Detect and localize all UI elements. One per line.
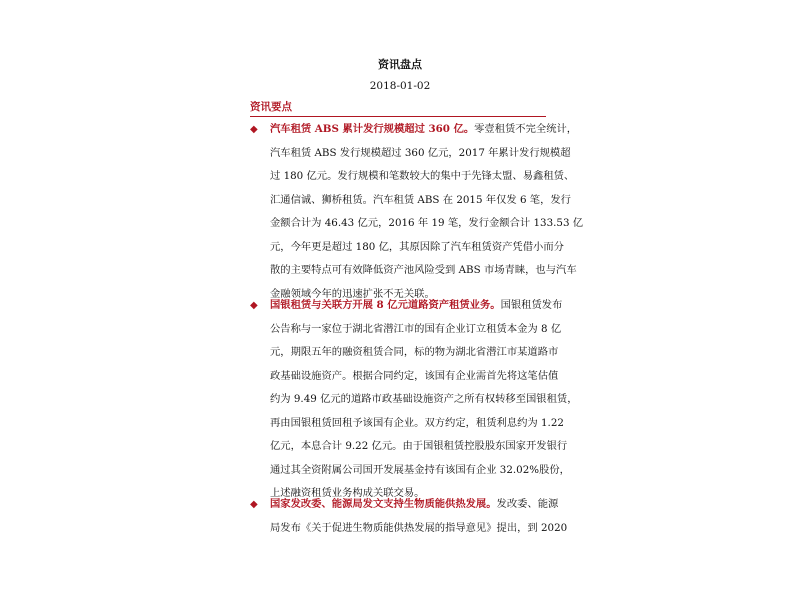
news-item-body	[270, 493, 568, 540]
news-item-text-line: 上述融资租赁业务构成关联交易。	[270, 487, 425, 499]
news-item-text-line: 过 180 亿元。发行规模和笔数较大的集中于先锋太盟、易鑫租赁、	[270, 170, 575, 182]
diamond-bullet-icon: ◆	[250, 499, 258, 510]
news-item-text-line: 汇通信诚、狮桥租赁。汽车租赁 ABS 在 2015 年仅发 6 笔，发行	[270, 193, 571, 206]
news-item-text-line: 通过其全资附属公司国开发展基金持有该国有企业 32.02%股份，	[270, 463, 570, 476]
news-item-body	[270, 294, 578, 506]
news-item-text-line: 金额合计为 46.43 亿元，2016 年 19 笔，发行金额合计 133.53 亿	[270, 217, 584, 229]
news-item-text-line: 元，期限五年的融资租赁合同，标的物为湖北省潜江市某道路市	[270, 346, 559, 358]
news-item-lead-text: 国银租赁发布	[500, 299, 563, 311]
news-item-headline: 国家发改委、能源局发文支持生物质能供热发展。	[270, 498, 497, 510]
diamond-bullet-icon: ◆	[250, 300, 258, 311]
news-item-text-line: 约为 9.49 亿元的道路市政基础设施资产之所有权转移至国银租赁，	[270, 393, 578, 405]
news-item-first-line	[270, 493, 559, 517]
section-header: 资讯要点	[250, 101, 292, 113]
news-item-text-line: 公告称与一家位于湖北省潜江市的国有企业订立租赁本金为 8 亿	[270, 322, 562, 335]
news-item-headline: 国银租赁与关联方开展 8 亿元道路资产租赁业务。	[270, 299, 501, 311]
news-item-text-line: 元，今年更是超过 180 亿，其原因除了汽车租赁资产凭借小而分	[270, 240, 564, 253]
news-item-text-line: 亿元，本息合计 9.22 亿元。由于国银租赁控股股东国家开发银行	[270, 440, 568, 452]
news-item-text-line: 汽车租赁 ABS 发行规模超过 360 亿元，2017 年累计发行规模超	[270, 146, 571, 159]
news-item-text-line: 再由国银租赁回租予该国有企业。双方约定，租赁利息约为 1.22	[270, 416, 564, 429]
news-item-lead-text: 发改委、能源	[496, 498, 559, 510]
news-item-text-line: 政基础设施资产。根据合同约定，该国有企业需首先将这笔估值	[270, 369, 559, 382]
news-item-first-line	[270, 118, 578, 142]
news-item-text-line: 局发布《关于促进生物质能供热发展的指导意见》提出，到 2020	[270, 521, 568, 534]
diamond-bullet-icon: ◆	[250, 124, 258, 135]
news-item-text-line: 散的主要特点可有效降低资产池风险受到 ABS 市场青睐，也与汽车	[270, 264, 577, 276]
news-item-headline: 汽车租赁 ABS 累计发行规模超过 360 亿。	[270, 123, 475, 135]
news-item-first-line	[270, 294, 563, 318]
news-item-lead-text: 零壹租赁不完全统计，	[474, 123, 578, 135]
document-title: 资讯盘点	[378, 58, 422, 71]
news-item-text-line: 金融领域今年的迅速扩张不无关联。	[270, 287, 435, 300]
document-date: 2018-01-02	[369, 80, 431, 92]
section-divider	[250, 116, 546, 117]
